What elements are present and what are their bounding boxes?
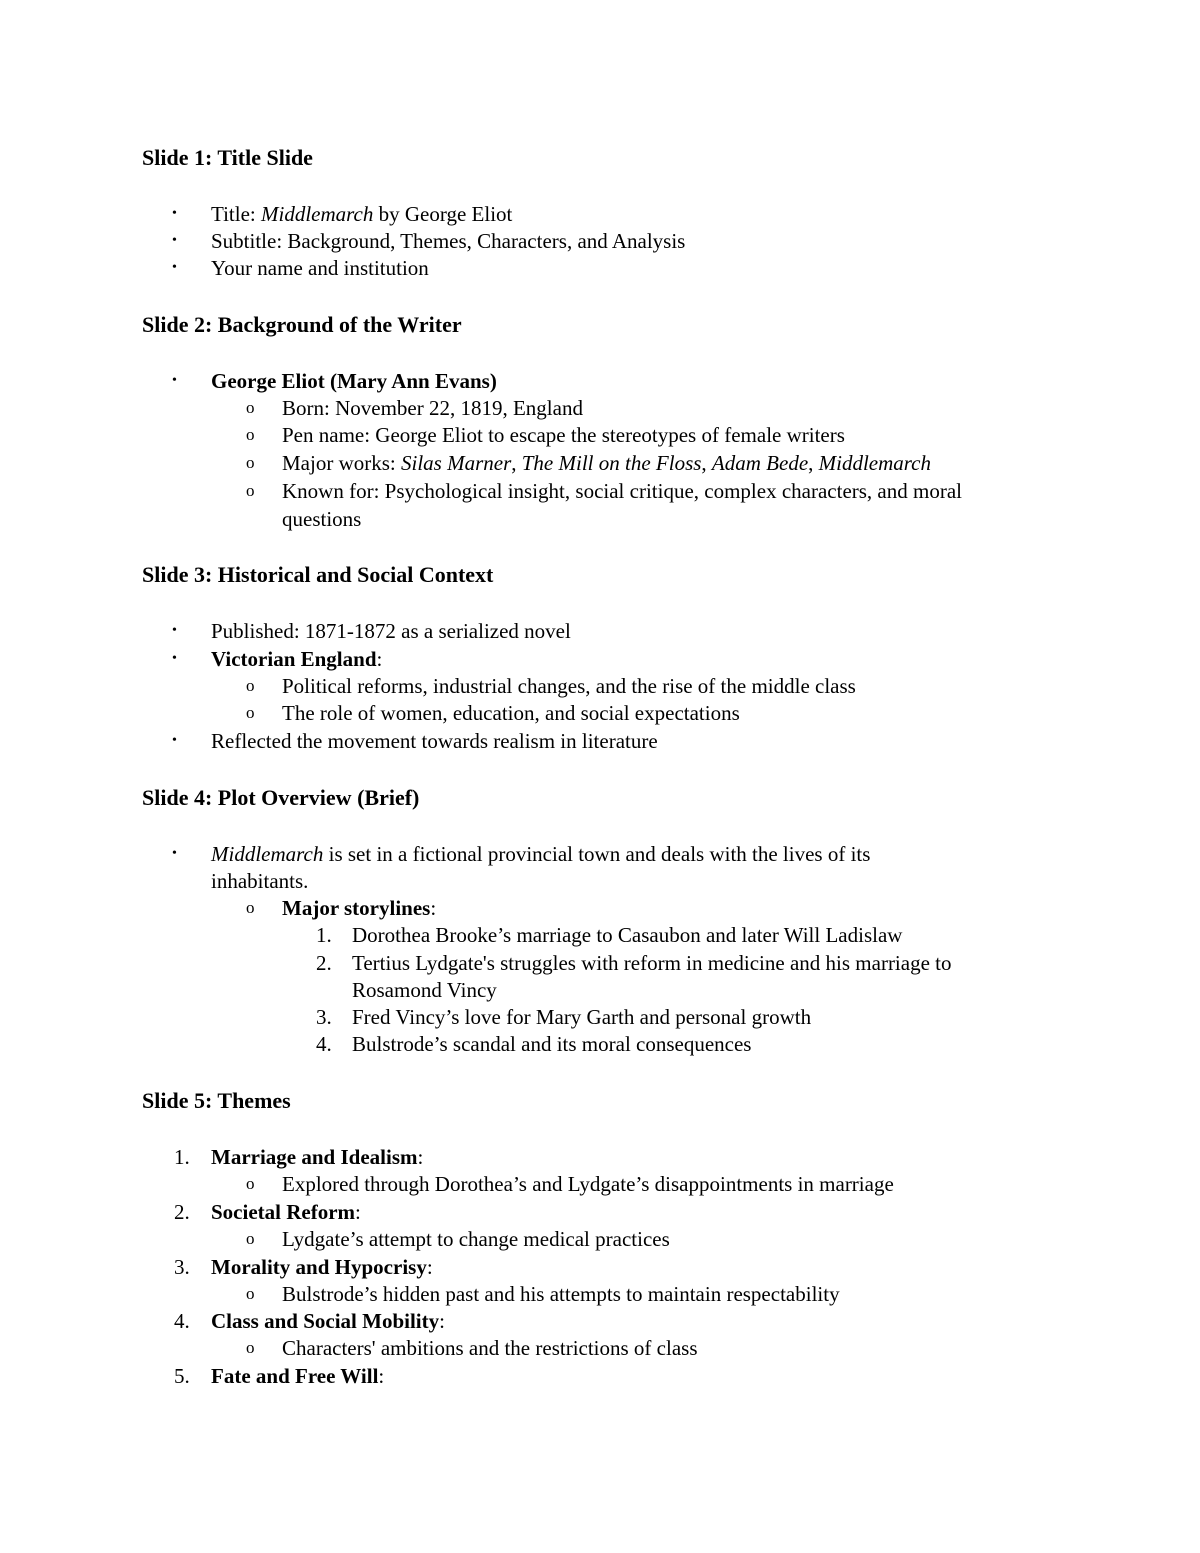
list-item: Explored through Dorothea’s and Lydgate’s disappointments in marriage xyxy=(282,1172,894,1196)
list-item: Fate and Free Will: xyxy=(211,1364,385,1388)
bullet-icon: • xyxy=(172,623,177,638)
sub-bullet-icon: o xyxy=(246,1229,255,1248)
list-item: Major storylines: xyxy=(282,896,437,920)
list-item: Major works: Silas Marner, The Mill on the Floss, Adam Bede, Middlemarch xyxy=(282,451,932,475)
list-item: Reflected the movement towards realism in literature xyxy=(211,729,658,753)
list-item: Your name and institution xyxy=(211,256,429,280)
list-item: Dorothea Brooke’s marriage to Casaubon and later Will Ladislaw xyxy=(352,923,903,947)
bullet-icon: • xyxy=(172,260,177,275)
sub-bullet-icon: o xyxy=(246,898,255,917)
list-item: Class and Social Mobility: xyxy=(211,1309,445,1333)
list-number: 4. xyxy=(316,1032,332,1056)
list-item: Middlemarch is set in a fictional provincial town and deals with the lives of its xyxy=(211,842,871,866)
list-item: The role of women, education, and social expectations xyxy=(282,701,740,725)
list-number: 5. xyxy=(174,1364,190,1388)
list-item: George Eliot (Mary Ann Evans) xyxy=(211,369,497,393)
list-item: Bulstrode’s scandal and its moral consequences xyxy=(352,1032,752,1056)
sub-bullet-icon: o xyxy=(246,453,255,472)
list-item: Political reforms, industrial changes, and the rise of the middle class xyxy=(282,674,856,698)
list-number: 2. xyxy=(174,1200,190,1224)
list-item: Lydgate’s attempt to change medical practices xyxy=(282,1227,670,1251)
sub-bullet-icon: o xyxy=(246,703,255,722)
list-item: Tertius Lydgate's struggles with reform in medicine and his marriage to xyxy=(352,951,952,975)
list-number: 3. xyxy=(316,1005,332,1029)
list-number: 4. xyxy=(174,1309,190,1333)
list-item: Morality and Hypocrisy: xyxy=(211,1255,433,1279)
slide-4-heading: Slide 4: Plot Overview (Brief) xyxy=(142,785,420,810)
list-item: Characters' ambitions and the restrictions of class xyxy=(282,1336,698,1360)
list-item: Fred Vincy’s love for Mary Garth and personal growth xyxy=(352,1005,812,1029)
list-item: Bulstrode’s hidden past and his attempts to maintain respectability xyxy=(282,1282,840,1306)
list-item: Title: Middlemarch by George Eliot xyxy=(211,202,513,226)
list-item-continuation: inhabitants. xyxy=(211,869,309,893)
slide-3-heading: Slide 3: Historical and Social Context xyxy=(142,562,494,587)
list-item: Born: November 22, 1819, England xyxy=(282,396,583,420)
sub-bullet-icon: o xyxy=(246,481,255,500)
list-item-continuation: questions xyxy=(282,507,362,531)
bullet-icon: • xyxy=(172,206,177,221)
slide-1-heading: Slide 1: Title Slide xyxy=(142,145,313,170)
list-item: Known for: Psychological insight, social critique, complex characters, and moral xyxy=(282,479,962,503)
list-item: Published: 1871-1872 as a serialized novel xyxy=(211,619,571,643)
list-item: Victorian England: xyxy=(211,647,383,671)
bullet-icon: • xyxy=(172,846,177,861)
list-item: Marriage and Idealism: xyxy=(211,1145,424,1169)
slide-5-heading: Slide 5: Themes xyxy=(142,1088,291,1113)
bullet-icon: • xyxy=(172,733,177,748)
sub-bullet-icon: o xyxy=(246,1284,255,1303)
list-number: 1. xyxy=(316,923,332,947)
list-item: Societal Reform: xyxy=(211,1200,361,1224)
list-number: 3. xyxy=(174,1255,190,1279)
list-item: Subtitle: Background, Themes, Characters, and Analysis xyxy=(211,229,686,253)
list-item-continuation: Rosamond Vincy xyxy=(352,978,497,1002)
sub-bullet-icon: o xyxy=(246,1338,255,1357)
sub-bullet-icon: o xyxy=(246,1174,255,1193)
list-item: Pen name: George Eliot to escape the stereotypes of female writers xyxy=(282,423,845,447)
bullet-icon: • xyxy=(172,233,177,248)
list-number: 1. xyxy=(174,1145,190,1169)
bullet-icon: • xyxy=(172,373,177,388)
sub-bullet-icon: o xyxy=(246,398,255,417)
bullet-icon: • xyxy=(172,651,177,666)
sub-bullet-icon: o xyxy=(246,425,255,444)
list-number: 2. xyxy=(316,951,332,975)
slide-2-heading: Slide 2: Background of the Writer xyxy=(142,312,462,337)
sub-bullet-icon: o xyxy=(246,676,255,695)
